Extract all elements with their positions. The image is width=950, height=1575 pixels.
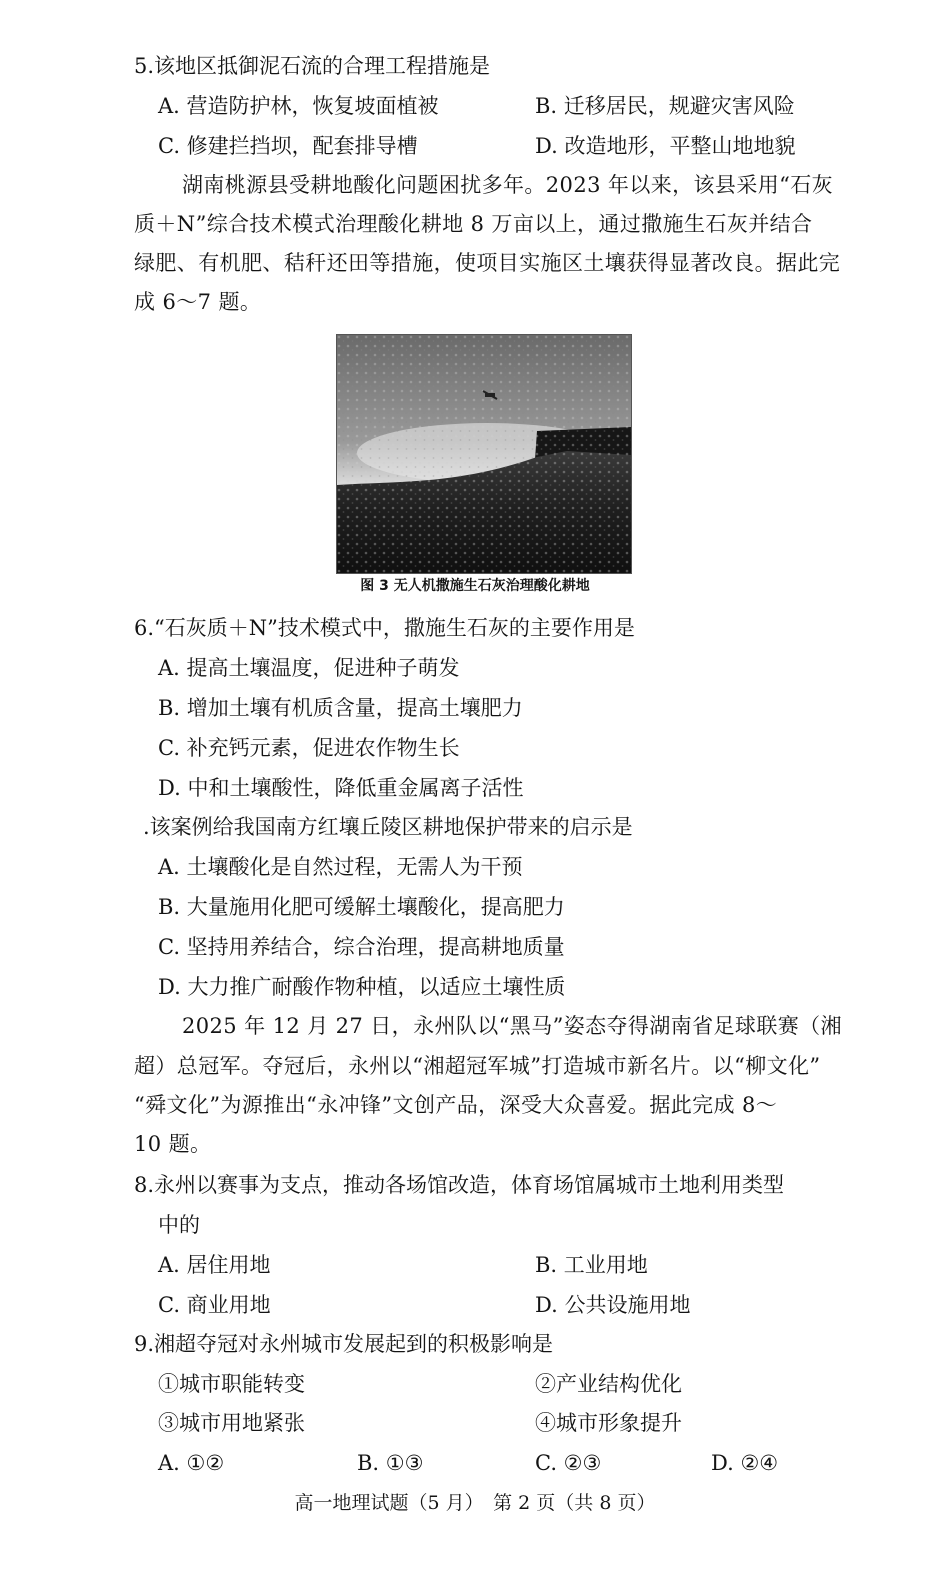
question-7-option-c: C. 坚持用养结合，综合治理，提高耕地质量 [158, 935, 565, 959]
question-9-option-b: B. ①③ [357, 1451, 424, 1475]
question-8-option-b: B. 工业用地 [535, 1253, 648, 1277]
question-5-option-d: D. 改造地形，平整山地地貌 [535, 134, 796, 158]
passage-1-line: 成 6～7 题。 [134, 290, 262, 314]
question-5-option-b: B. 迁移居民，规避灾害风险 [535, 94, 795, 118]
question-5-option-c: C. 修建拦挡坝，配套排导槽 [158, 134, 418, 158]
question-5-option-a: A. 营造防护林，恢复坡面植被 [158, 94, 439, 118]
question-9-item-2: ②产业结构优化 [535, 1372, 682, 1396]
passage-2-line: 2025 年 12 月 27 日，永州队以“黑马”姿态夺得湖南省足球联赛（湘 [182, 1014, 842, 1038]
question-9-item-4: ④城市形象提升 [535, 1411, 682, 1435]
question-8-stem-continued: 中的 [158, 1213, 200, 1237]
question-6-option-a: A. 提高土壤温度，促进种子萌发 [158, 656, 460, 680]
question-5-stem: 5.该地区抵御泥石流的合理工程措施是 [134, 54, 491, 78]
question-8-option-c: C. 商业用地 [158, 1293, 271, 1317]
passage-2-line: “舜文化”为源推出“永冲锋”文创产品，深受大众喜爱。据此完成 8～ [134, 1093, 778, 1117]
question-6-option-d: D. 中和土壤酸性，降低重金属离子活性 [158, 776, 524, 800]
question-9-item-3: ③城市用地紧张 [158, 1411, 305, 1435]
passage-2-line: 10 题。 [134, 1132, 212, 1156]
question-9-option-a: A. ①② [158, 1451, 225, 1475]
question-9-stem: 9.湘超夺冠对永州城市发展起到的积极影响是 [134, 1332, 554, 1356]
passage-1-line: 湖南桃源县受耕地酸化问题困扰多年。2023 年以来，该县采用“石灰 [182, 173, 834, 197]
page-footer: 高一地理试题（5 月） 第 2 页（共 8 页） [294, 1492, 656, 1514]
figure-3-caption: 图 3 无人机撒施生石灰治理酸化耕地 [360, 578, 590, 594]
question-6-option-b: B. 增加土壤有机质含量，提高土壤肥力 [158, 696, 523, 720]
question-9-item-1: ①城市职能转变 [158, 1372, 305, 1396]
question-8-stem: 8.永州以赛事为支点，推动各场馆改造，体育场馆属城市土地利用类型 [134, 1173, 785, 1197]
question-7-option-b: B. 大量施用化肥可缓解土壤酸化，提高肥力 [158, 895, 565, 919]
figure-3-photo [336, 334, 632, 574]
question-9-option-c: C. ②③ [535, 1451, 602, 1475]
question-7-option-a: A. 土壤酸化是自然过程，无需人为干预 [158, 855, 523, 879]
passage-1-line: 质＋N”综合技术模式治理酸化耕地 8 万亩以上，通过撒施生石灰并结合 [134, 212, 813, 236]
question-6-option-c: C. 补充钙元素，促进农作物生长 [158, 736, 460, 760]
question-9-option-d: D. ②④ [711, 1451, 779, 1475]
question-6-stem: 6.“石灰质＋N”技术模式中，撒施生石灰的主要作用是 [134, 616, 635, 640]
question-7-stem: .该案例给我国南方红壤丘陵区耕地保护带来的启示是 [143, 815, 633, 839]
passage-1-line: 绿肥、有机肥、秸秆还田等措施，使项目实施区土壤获得显著改良。据此完 [134, 251, 841, 275]
question-8-option-a: A. 居住用地 [158, 1253, 271, 1277]
question-7-option-d: D. 大力推广耐酸作物种植，以适应土壤性质 [158, 975, 566, 999]
question-8-option-d: D. 公共设施用地 [535, 1293, 691, 1317]
passage-2-line: 超）总冠军。夺冠后，永州以“湘超冠军城”打造城市新名片。以“柳文化” [134, 1054, 821, 1078]
